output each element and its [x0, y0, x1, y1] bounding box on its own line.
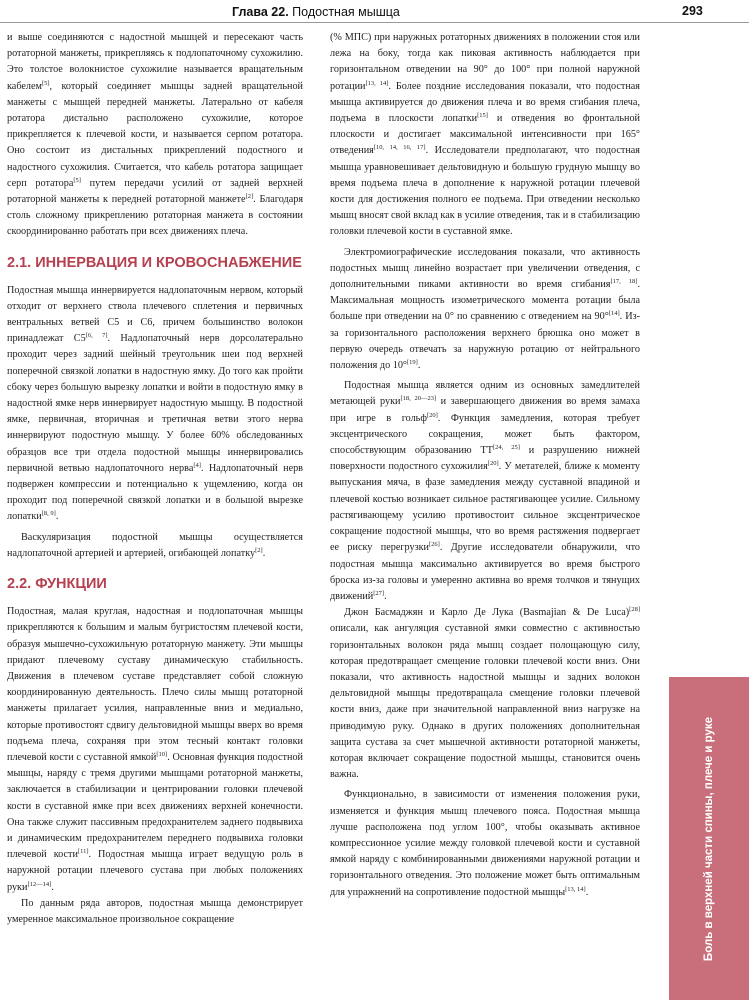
chapter-title [232, 5, 400, 19]
section-heading-innervation: 2.1. ИННЕРВАЦИЯ И КРОВОСНАБЖЕНИЕ [7, 254, 302, 271]
section-thumb-tab-label: Боль в верхней части спины, плече и руке [703, 716, 715, 962]
chapter-name: Подостная мышца [292, 5, 400, 19]
citation: [28] [629, 606, 640, 614]
left-column [7, 30, 303, 928]
citation: [5] [73, 176, 81, 184]
chapter-number: Глава 22. [232, 5, 289, 19]
citation: [2] [255, 546, 263, 554]
citation: [10, 14, 16, 17] [373, 144, 426, 152]
paragraph: Васкуляризация подостной мышцы осуществляется надлопаточной артерией и артерией, огибающей лопатку[2]. [7, 531, 303, 559]
citation: [14] [608, 310, 620, 318]
citation: [24, 25] [492, 444, 520, 452]
paragraph: Джон Басмаджян и Карло Де Лука (Basmajian & De Luca)[28] описали, как ангуляция суставной ямки совместно с активностью горизонтальных волокон ряда мышц создает полощающую силу, которая предотвращает смещение головки плечевой кости вниз. Они показали, что активность надостной мышцы и задних волокон дельтовидной мышцы предотвращала смещение головки плечевой кости вниз, даже при значительной направленной вниз нагрузке на приводимую руку. Однако в других положениях дополнительная защита сустава за счет мышечной активности ротаторной манжеты, которая включает сокращение подостной мышцы, становится очень важна. [330, 606, 640, 781]
citation: [2] [245, 193, 254, 201]
paragraph: Электромиографические исследования показали, что активность подостных мышц линейно возрастает при увеличении отведения, с дополнительными пиками активности во время сгибания[17, 18]. Максимальная мощность изометрического момента ротации была больше при отведении на 0° по сравнению с отведением на 90°[14]. Из-за горизонтального расположения верхнего брюшка оно может в первую очередь отвечать за наружную ротацию от нейтрального положения до 10°[19]. [330, 246, 640, 372]
citation: [13, 14] [365, 79, 389, 87]
paragraph: и выше соединяются с надостной мышцей и пересекают часть ротаторной манжеты, прикрепляясь к подлопаточному сухожилию. Это толстое волокнистое сухожилие называется вращательным кабелем[5], который соединяет мышцы задней вращательной манжеты с мышцей передней манжеты. Латерально от кабеля ротатора дистально расположено сухожилие, которое прикрепляется к плечевой кости, и называется серпом ротатора. Оно состоит из дистальных прикреплений подостного и надостного сухожилия. Считается, что кабель ротатора защищает серп ротатора[5] путем передачи усилий от задней верхней ротаторной манжеты к передней ротаторной манжете[2]. Благодаря столь сложному прикреплению ротаторная манжета в состоянии скоординированно работать при всех движениях плеча. [7, 32, 304, 238]
citation: [6, 7] [85, 332, 108, 340]
citation: [12—14] [27, 880, 52, 888]
right-column [330, 30, 640, 901]
paragraph: (% МПС) при наружных ротаторных движениях в положении стоя или лежа на боку, тогда как пиковая активность наблюдается при горизонтальном отведении на 90° до 100° при полной наружной ротации[13, 14]. Более поздние исследования показали, что подостная мышца активируется до движения плеча и во время сгибания плеча, подъема в плоскости лопатки[15] и отведения во фронтальной плоскости и достигает максимальной интенсивности при 165° отведения[10, 14, 16, 17]. Исследователи предполагают, что подостная мышца уравновешивает дельтовидную и большую грудную мышцу во время подъема плеча в дополнение к наружной ротации плечевой кости для достижения полного ее подъема. При отведении несколько мышц вносят свой вклад как в усилие отведения, так и в стабилизацию головки плечевой кости в суставной ямке. [330, 32, 640, 238]
citation: [5] [41, 79, 50, 87]
section-thumb-tab [669, 677, 749, 1000]
citation: [15] [477, 112, 488, 120]
citation: [17, 18] [610, 278, 638, 286]
header-divider [0, 22, 749, 23]
citation: [26] [429, 541, 440, 549]
citation: [13, 14] [565, 885, 586, 893]
citation: [18, 20—23] [400, 395, 437, 403]
citation: [8, 9] [41, 510, 56, 518]
citation: [10] [156, 750, 168, 758]
page-number: 293 [682, 4, 703, 18]
citation: [27] [373, 589, 385, 597]
paragraph: Подостная мышца иннервируется надлопаточным нервом, который отходит от верхнего ствола плечевого сплетения и первичных вентральных ветвей С5 и С6, причем большинство волокон принадлежат С5[6, 7]. Надлопаточный нерв дорсолатерально проходит через задний шейный треугольник шеи под верхней поперечной связкой лопатки в надостную ямку. До того как пройти сбоку через большую вырезку лопатки и войти в подостную ямку в надостной ямке нерв иннервирует надостную мышцу. В подостной ямке, первичная, вторичная и третичная ветви этого нерва иннервируют подостную мышцу. У более 60% обследованных образцов все три отдела подостной мышцы иннервировались первичной ветвью надлопаточного нерва[4]. Надлопаточный нерв подвержен компрессии и потенциально к ущемлению, когда он проходит под поперечной связкой лопатки и в большой вырезке лопатки[8, 9]. [7, 284, 303, 523]
paragraph: По данным ряда авторов, подостная мышца демонстрирует умеренное максимальное произвольное сокращение [7, 897, 303, 925]
citation: [11] [77, 848, 89, 856]
citation: [4] [193, 461, 201, 469]
running-header [0, 0, 749, 24]
citation: [20] [487, 460, 499, 468]
section-heading-functions: 2.2. ФУНКЦИИ [7, 576, 107, 593]
paragraph: Функционально, в зависимости от изменения положения руки, изменяется и функция мышц плечевого пояса. Подостная мышца лучше расположена под углом 100°, чтобы оказывать активное компрессионное усилие между головкой плечевой кости и суставной ямкой наряду с комбинированными движениями наружной ротации и горизонтального отведения. Это положение может быть оптимальным для упражнений на сопротивление подостной мышцы[13, 14]. [330, 789, 640, 898]
paragraph: Подостная мышца является одним из основных замедлителей метающей руки[18, 20—23] и завершающего движения во время замаха при игре в гольф[20]. Функция замедления, которая требует эксцентрического сокращения, может быть фактором, способствующим образованию ТТ[24, 25] и разрушению нижней поверхности подостного сухожилия[20]. У метателей, ближе к моменту выпускания мяча, в фазе замедления между суставной впадиной и плечевой костью возникает сильное растягивающее усилие. Сильному растягивающему усилию противостоит сильное эксцентрическое сокращение подостной мышцы, что во время растяжения подвергает ее риску перегрузки[26]. Другие исследователи обнаружили, что подостная мышца максимально активируется во время быстрого броска из-за головы и умеренно активна во время толчков и тянущих движений[27]. [330, 380, 640, 602]
citation: [20] [426, 411, 438, 419]
paragraph: Подостная, малая круглая, надостная и подлопаточная мышцы прикрепляются к большим и малым бугристостям плечевой кости, образуя мышечно-сухожильную ротаторную манжету. Эти мышцы придают плечевому суставу динамическую стабильность. Движения в плечевом суставе представляет собой сложную координированную деятельность. Плечо силы мышц ротаторной манжеты прилагает усилия, направленные вниз и медиально, которые противостоят сдвигу дельтовидной мышцы вверх во время подъема плеча, сохраняя при этом тесный контакт головки плечевой кости с суставной ямкой[10]. Основная функция подостной мышцы, наряду с тремя другими мышцами ротаторной манжеты, заключается в стабилизации и центрировании головки плечевой кости в суставной ямке при всех движениях верхней конечности. Она также служит пассивным предохранителем заднего подвывиха и динамическим предохранителем переднего подвывиха головки плечевой кости[11]. Подостная мышца играет ведущую роль в наружной ротации плечевого сустава при любых положениях руки[12—14]. [7, 606, 303, 893]
citation: [19] [406, 359, 418, 367]
